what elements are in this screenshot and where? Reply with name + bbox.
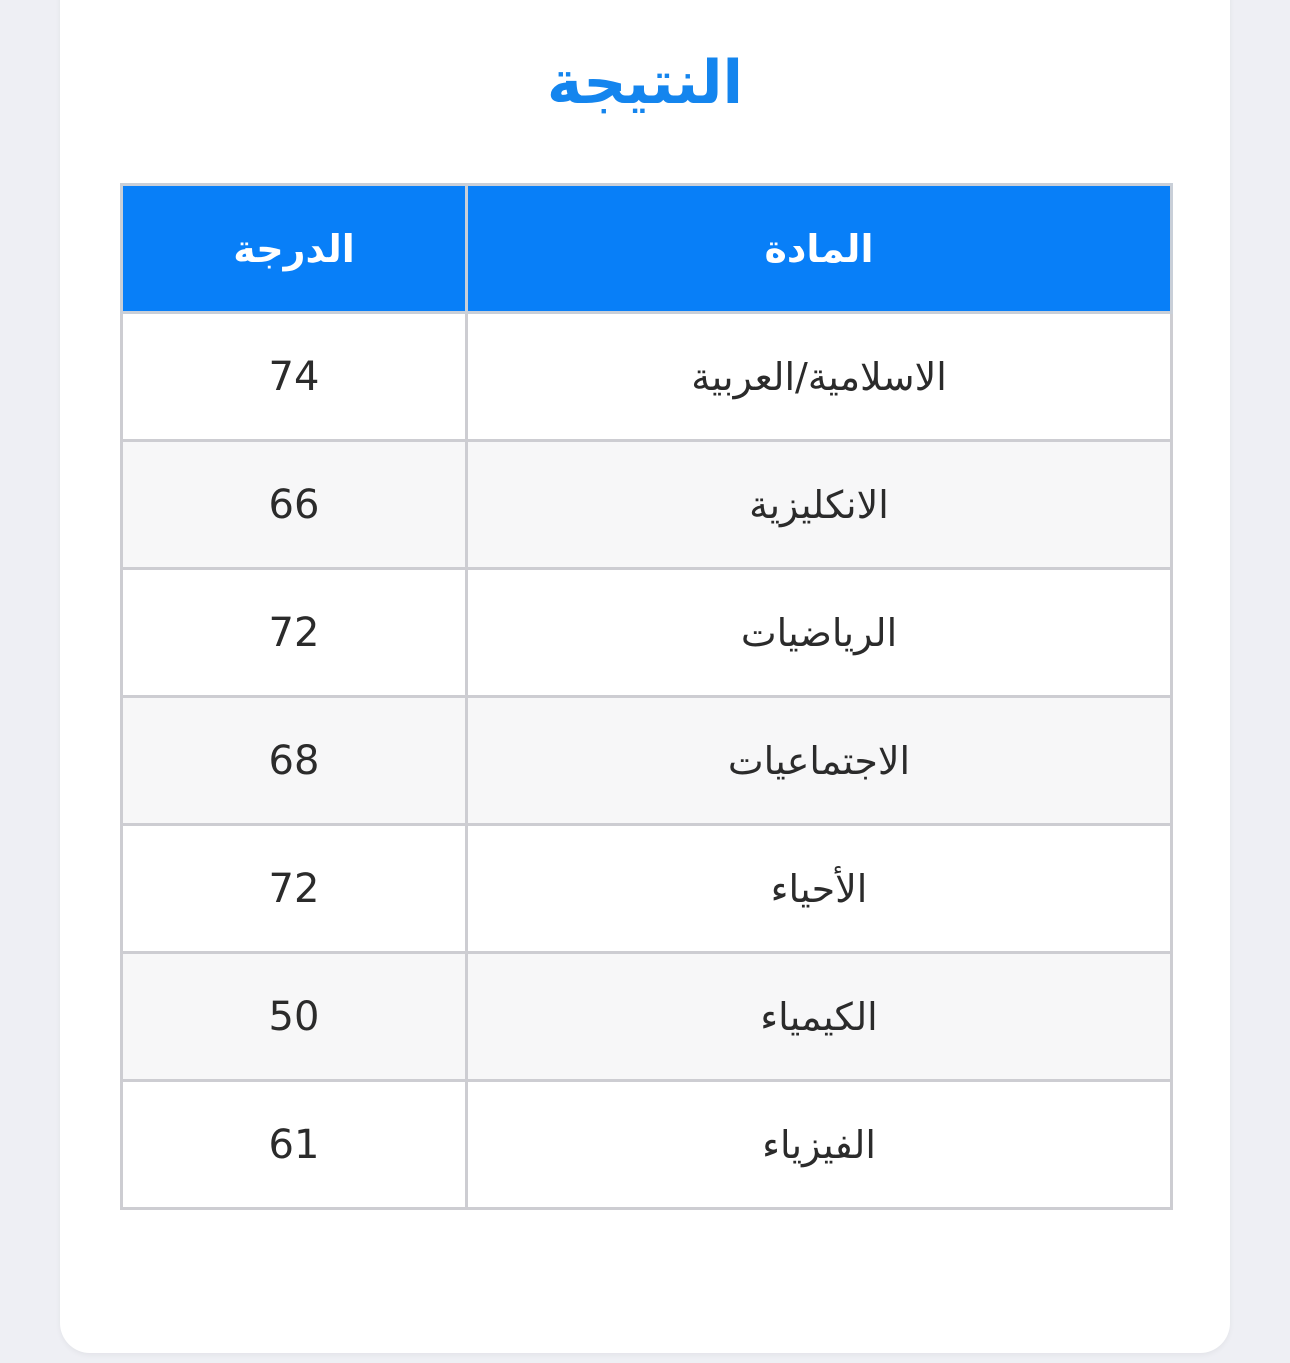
grade-cell: 66	[122, 441, 467, 569]
subject-cell: الفيزياء	[467, 1081, 1172, 1209]
table-header-row	[122, 185, 1172, 313]
page-title: النتيجة	[546, 48, 744, 118]
header-grade: الدرجة	[122, 185, 467, 313]
table-row	[122, 441, 1172, 569]
grade-cell: 68	[122, 697, 467, 825]
subject-cell: الأحياء	[467, 825, 1172, 953]
table-row	[122, 313, 1172, 441]
table-row	[122, 697, 1172, 825]
subject-cell: الاسلامية/العربية	[467, 313, 1172, 441]
subject-cell: الكيمياء	[467, 953, 1172, 1081]
table-row	[122, 825, 1172, 953]
subject-cell: الاجتماعيات	[467, 697, 1172, 825]
subject-cell: الرياضيات	[467, 569, 1172, 697]
grade-cell: 74	[122, 313, 467, 441]
grade-cell: 72	[122, 569, 467, 697]
grade-cell: 50	[122, 953, 467, 1081]
grade-cell: 72	[122, 825, 467, 953]
subject-cell: الانكليزية	[467, 441, 1172, 569]
table-row	[122, 569, 1172, 697]
header-subject: المادة	[467, 185, 1172, 313]
table-row	[122, 1081, 1172, 1209]
table-row	[122, 953, 1172, 1081]
results-table	[120, 183, 1173, 1210]
grade-cell: 61	[122, 1081, 467, 1209]
